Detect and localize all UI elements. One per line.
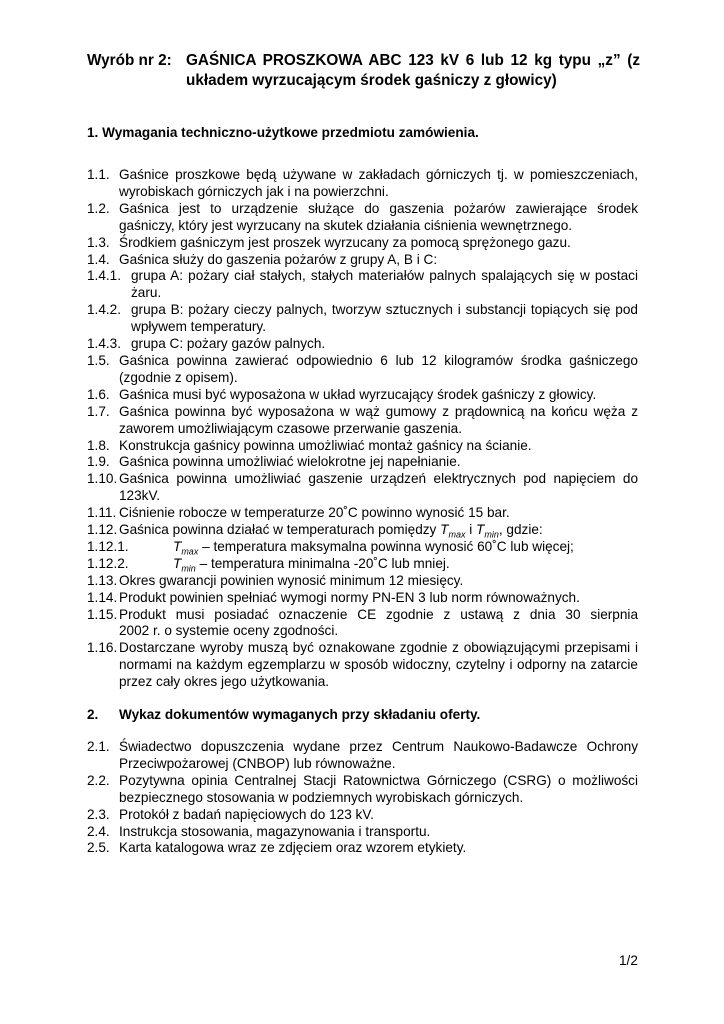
title-text: GAŚNICA PROSZKOWA ABC 123 kV 6 lub 12 kg typu „z” (z układem wyrzucającym środek gaśniczy z głowicy) <box>186 52 640 89</box>
section-2-heading: 2. Wykaz dokumentów wymaganych przy składaniu oferty. <box>87 707 481 722</box>
list-item: 2.5. Karta katalogowa wraz ze zdjęciem oraz wzorem etykiety. <box>87 840 467 856</box>
list-item: 1.12. Gaśnica powinna działać w temperaturach pomiędzy $T_{max}$ i $T_{min}$, gdzie: <box>87 522 543 540</box>
list-item: 1.8. Konstrukcja gaśnicy powinna umożliwiać montaż gaśnicy na ścianie. <box>87 437 532 453</box>
list-item: 2.4. Instrukcja stosowania, magazynowania i transportu. <box>87 823 431 839</box>
list-item: 1.1. Gaśnice proszkowe będą używane w zakładach górniczych tj. w pomieszczeniach, wyrobiskach górniczych jak i na powierzchni. <box>87 167 638 199</box>
list-item: 1.7. Gaśnica powinna być wyposażona w wąż gumowy z prądownicą na końcu węża z zaworem umożliwiającym czasowe przerwanie gaszenia. <box>87 403 638 436</box>
list-item: 1.6. Gaśnica musi być wyposażona w układ wyrzucający środek gaśniczy z głowicy. <box>87 386 597 402</box>
list-item: 1.4.3. grupa C: pożary gazów palnych. <box>87 336 326 352</box>
list-item: 1.10. Gaśnica powinna umożliwiać gaszenie urządzeń elektrycznych pod napięciem do 123kV. <box>87 471 638 504</box>
list-item: 1.2. Gaśnica jest to urządzenie służące do gaszenia pożarów zawierające środek gaśniczy, który jest wyrzucany na skutek działania ciśnienia wewnętrznego. <box>87 200 638 233</box>
list-item: 1.9. Gaśnica powinna umożliwiać wielokrotne jej napełnianie. <box>87 454 461 470</box>
list-item: 1.3. Środkiem gaśniczym jest proszek wyrzucany za pomocą sprężonego gazu. <box>87 234 571 250</box>
list-item: 2.3. Protokół z badań napięciowych do 123 kV. <box>87 806 374 822</box>
list-item: 1.4.1. grupa A: pożary ciał stałych, stałych materiałów palnych spalających się w postaci żaru. <box>87 268 638 301</box>
section-1-heading: 1. Wymagania techniczno-użytkowe przedmiotu zamówienia. <box>87 125 479 140</box>
list-item: 1.5. Gaśnica powinna zawierać odpowiednio 6 lub 12 kilogramów środka gaśniczego (zgodnie z opisem). <box>87 352 638 385</box>
list-item: 1.15. Produkt musi posiadać oznaczenie CE zgodnie z ustawą z dnia 30 sierpnia 2002 r. o systemie oceny zgodności. <box>87 606 638 639</box>
list-item: 1.4.2. grupa B: pożary cieczy palnych, tworzyw sztucznych i substancji topiących się pod wpływem temperatury. <box>87 302 638 335</box>
title-prefix: Wyrób nr 2: <box>87 52 172 69</box>
list-item: 1.16. Dostarczane wyroby muszą być oznakowane zgodnie z obowiązującymi przepisami i normami na każdym egzemplarzu w sposób widoczny, czytelny i odporny na zatarcie przez cały okres jego użytkowania. <box>87 640 638 690</box>
list-item: 2.1. Świadectwo dopuszczenia wydane przez Centrum Naukowo-Badawcze Ochrony Przeciwpożarowej (CNBOP) lub równoważne. <box>87 739 638 771</box>
list-item: 1.12.1. $T_{max}$ – temperatura maksymalna powinna wynosić 60˚C lub więcej; <box>87 538 574 557</box>
list-item: 1.4. Gaśnica służy do gaszenia pożarów z grupy A, B i C: <box>87 251 438 267</box>
list-item: 2.2. Pozytywna opinia Centralnej Stacji Ratownictwa Górniczego (CSRG) o możliwości bezpiecznego stosowania w podziemnych wyrobiskach górniczych. <box>87 772 638 805</box>
page-number: 1/2 <box>619 953 638 968</box>
list-item: 1.14. Produkt powinien spełniać wymogi normy PN-EN 3 lub norm równoważnych. <box>87 589 580 605</box>
section-1-list <box>87 167 638 691</box>
list-item: 1.13. Okres gwarancji powinien wynosić minimum 12 miesięcy. <box>87 572 464 588</box>
section-2-list <box>87 739 638 857</box>
list-item: 1.11. Ciśnienie robocze w temperaturze 20˚C powinno wynosić 15 bar. <box>87 505 510 521</box>
list-item: 1.12.2. $T_{min}$ – temperatura minimalna -20˚C lub mniej. <box>87 555 450 574</box>
